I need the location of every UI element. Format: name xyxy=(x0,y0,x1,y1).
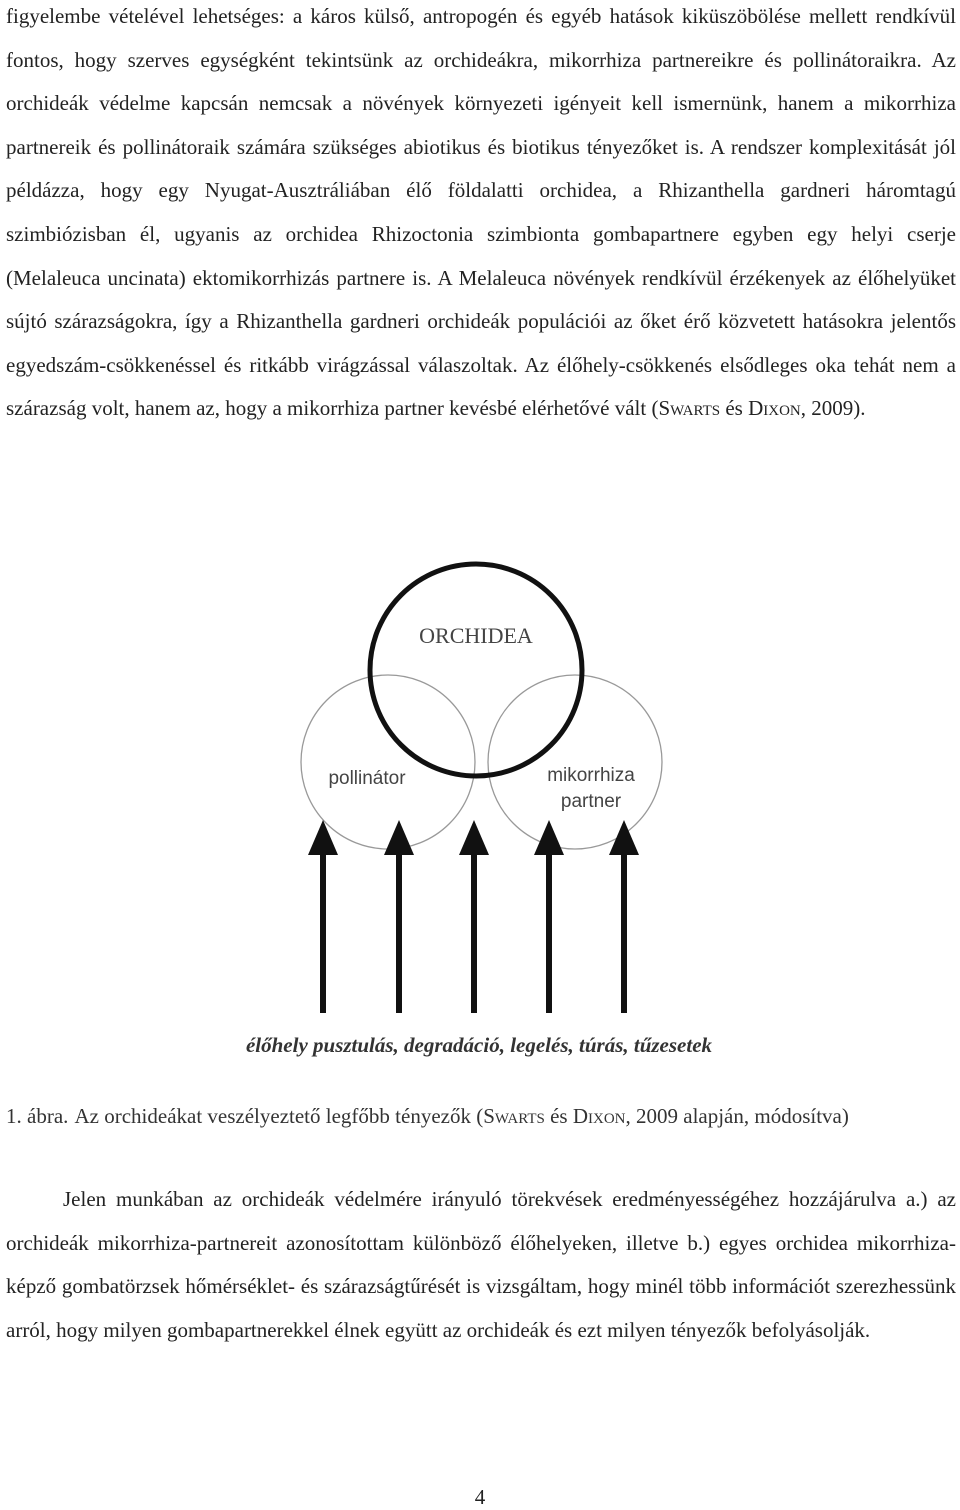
page-number: 4 xyxy=(474,1485,486,1509)
caption-source: , 2009 alapján, módosítva) xyxy=(625,1104,849,1128)
threat-arrow xyxy=(609,820,639,1013)
citation-author-swarts: Swarts xyxy=(658,396,721,421)
orchid-threats-diagram xyxy=(0,550,960,1070)
pollinator-circle xyxy=(301,675,475,849)
mycorrhiza-label-line1: mikorrhiza xyxy=(547,765,635,786)
body-paragraph-1 xyxy=(6,0,956,431)
threat-arrow xyxy=(534,820,564,1013)
citation-year: , 2009). xyxy=(800,396,866,421)
threat-arrow xyxy=(308,820,338,1013)
figure-caption-label: 1. ábra. xyxy=(6,1104,69,1128)
mycorrhiza-label-line2: partner xyxy=(560,791,622,812)
citation-conjunction: és xyxy=(720,396,749,421)
threat-arrow xyxy=(459,820,489,1013)
threat-arrow xyxy=(384,820,414,1013)
body-paragraph-2: Jelen munkában az orchideák védelmére irányuló törekvések eredményességéhez hozzájárulva a.) az orchideák mikorrhiza-partnereit azonosítottam különböző élőhelyeken, illetve b.) egyes orchidea mikorrhiza-képző gombatörzsek hőmérséklet- és szárazságtűrését is vizsgáltam, hogy minél több információt szerezhessünk arról, hogy milyen gombapartnerekkel élnek együtt az orchideák és ezt milyen tényezők befolyásolják. xyxy=(6,1187,956,1342)
caption-author-dixon: Dixon xyxy=(572,1104,626,1128)
caption-conjunction: és xyxy=(544,1104,573,1128)
figure-caption xyxy=(6,1100,956,1132)
threats-label: élőhely pusztulás, degradáció, legelés, túrás, tűzesetek xyxy=(245,1033,713,1057)
caption-author-swarts: Swarts xyxy=(483,1104,545,1128)
orchid-label: ORCHIDEA xyxy=(419,623,533,648)
pollinator-label: pollinátor xyxy=(328,768,406,789)
citation-author-dixon: Dixon xyxy=(748,396,801,421)
paragraph-1-text: figyelembe vételével lehetséges: a káros külső, antropogén és egyéb hatások kiküszöbölése mellett rendkívül fontos, hogy szerves egységként tekintsünk az orchideákra, mikorrhiza partnereikre és pollinátoraikra. Az orchideák védelme kapcsán nemcsak a növények környezeti igényeit kell ismernünk, hanem a mikorrhiza partnereik és pollinátoraik számára szükséges abiotikus és biotikus tényezőket is. A rendszer komplexitását jól példázza, hogy egy Nyugat-Ausztráliában élő földalatti orchidea, a Rhizanthella gardneri háromtagú szimbiózisban él, ugyanis az orchidea Rhizoctonia szimbionta gombapartnere egyben egy helyi cserje (Melaleuca uncinata) ektomikorrhizás partnere is. A Melaleuca növények rendkívül érzékenyek az élőhelyüket sújtó szárazságokra, így a Rhizanthella gardneri orchideák populációi az őket érő közvetett hatásokra jelentős egyedszám-csökkenéssel és ritkább virágzással válaszoltak. Az élőhely-csökkenés elsődleges oka tehát nem a szárazság volt, hanem az, hogy a mikorrhiza partner kevésbé elérhetővé vált ( xyxy=(6,4,956,421)
threat-arrows xyxy=(308,820,639,1013)
figure-caption-text: Az orchideákat veszélyeztető legfőbb tényezők ( xyxy=(70,1104,484,1128)
orchid-circle xyxy=(370,564,582,776)
